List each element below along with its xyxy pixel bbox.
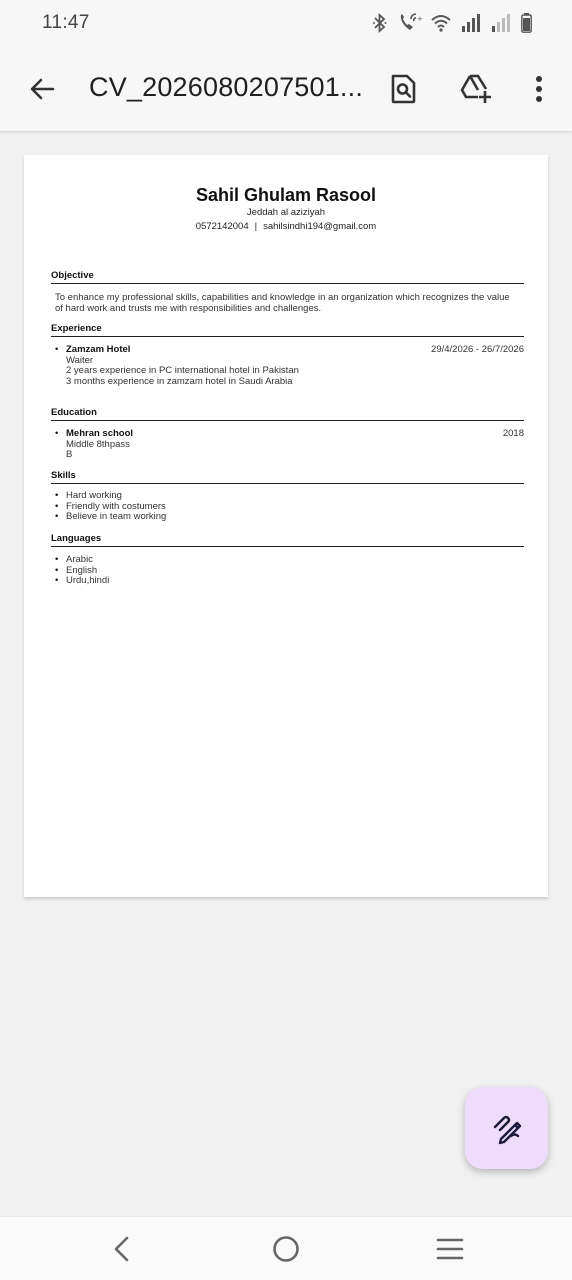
experience-entry <box>55 345 524 389</box>
find-in-page-icon <box>390 74 418 104</box>
skill-item: • Hard working <box>55 491 166 502</box>
arrow-back-icon <box>28 75 56 103</box>
more-vert-icon <box>535 75 543 103</box>
app-bar <box>0 46 572 132</box>
skill-item: • Believe in team working <box>55 512 166 523</box>
wifi-calling-icon <box>397 13 421 33</box>
education-entry <box>55 429 524 462</box>
signal-icon-secondary <box>491 14 511 32</box>
add-to-drive-button[interactable] <box>453 65 501 113</box>
education-date: 2018 <box>502 428 524 439</box>
language-item: • Arabic <box>55 555 109 566</box>
document-page <box>24 155 548 897</box>
wifi-icon <box>431 14 451 32</box>
section-heading-objective: Objective <box>51 270 524 284</box>
edit-pen-icon <box>491 1112 523 1144</box>
bullet: • <box>55 344 59 355</box>
bluetooth-icon <box>373 13 387 33</box>
nav-back-button[interactable] <box>102 1231 142 1267</box>
skills-list <box>55 491 166 523</box>
nav-back-icon <box>112 1235 132 1263</box>
languages-list <box>55 555 109 587</box>
status-icons <box>373 12 532 34</box>
svg-text:+: + <box>417 15 423 23</box>
status-bar <box>0 0 572 46</box>
experience-detail: 3 months experience in zamzam hotel in Saudi Arabia <box>66 375 293 387</box>
back-button[interactable] <box>18 65 66 113</box>
edit-fab-button[interactable] <box>465 1087 548 1169</box>
experience-date: 29/4/2026 - 26/7/2026 <box>431 344 524 355</box>
education-entry-lines <box>66 429 133 461</box>
education-detail: Middle 8thpass <box>66 438 130 450</box>
find-in-document-button[interactable] <box>380 65 428 113</box>
cv-name: Sahil Ghulam Rasool <box>195 185 377 205</box>
experience-role: Waiter <box>66 354 94 366</box>
nav-recents-icon <box>436 1237 464 1261</box>
experience-title: Zamzam Hotel <box>66 344 131 355</box>
education-grade: B <box>66 449 73 460</box>
section-heading-skills: Skills <box>51 470 524 484</box>
education-title: Mehran school <box>66 428 134 439</box>
experience-detail: 2 years experience in PC international hotel in Pakistan <box>66 365 299 376</box>
objective-text: To enhance my professional skills, capabilities and knowledge in an organization which recognizes the value of hard work and trusts me with responsibilities and challenges. <box>55 292 510 314</box>
status-time: 11:47 <box>42 12 90 33</box>
more-options-button[interactable] <box>515 65 563 113</box>
section-heading-education: Education <box>51 407 524 421</box>
cv-contact <box>24 221 548 232</box>
battery-icon <box>521 13 532 33</box>
skill-item: • Friendly with costumers <box>55 502 166 513</box>
system-nav-bar <box>0 1216 572 1280</box>
bullet: • <box>55 428 59 439</box>
cv-location: Jeddah al aziziyah <box>246 207 326 218</box>
experience-entry-lines <box>66 345 299 387</box>
nav-home-icon <box>271 1234 301 1264</box>
nav-recents-button[interactable] <box>430 1231 470 1267</box>
language-item: • Urdu,hindi <box>55 576 109 587</box>
nav-home-button[interactable] <box>266 1231 306 1267</box>
section-heading-languages: Languages <box>51 533 524 547</box>
cv-contact-separator: | <box>254 221 258 232</box>
language-item: • English <box>55 566 109 577</box>
signal-icon <box>461 14 481 32</box>
section-heading-experience: Experience <box>51 323 524 337</box>
document-title: CV_2026080207501... <box>89 72 364 102</box>
cv-phone: 0572142004 <box>195 221 249 232</box>
add-to-drive-icon <box>460 74 494 104</box>
cv-email: sahilsindhi194@gmail.com <box>263 221 377 232</box>
